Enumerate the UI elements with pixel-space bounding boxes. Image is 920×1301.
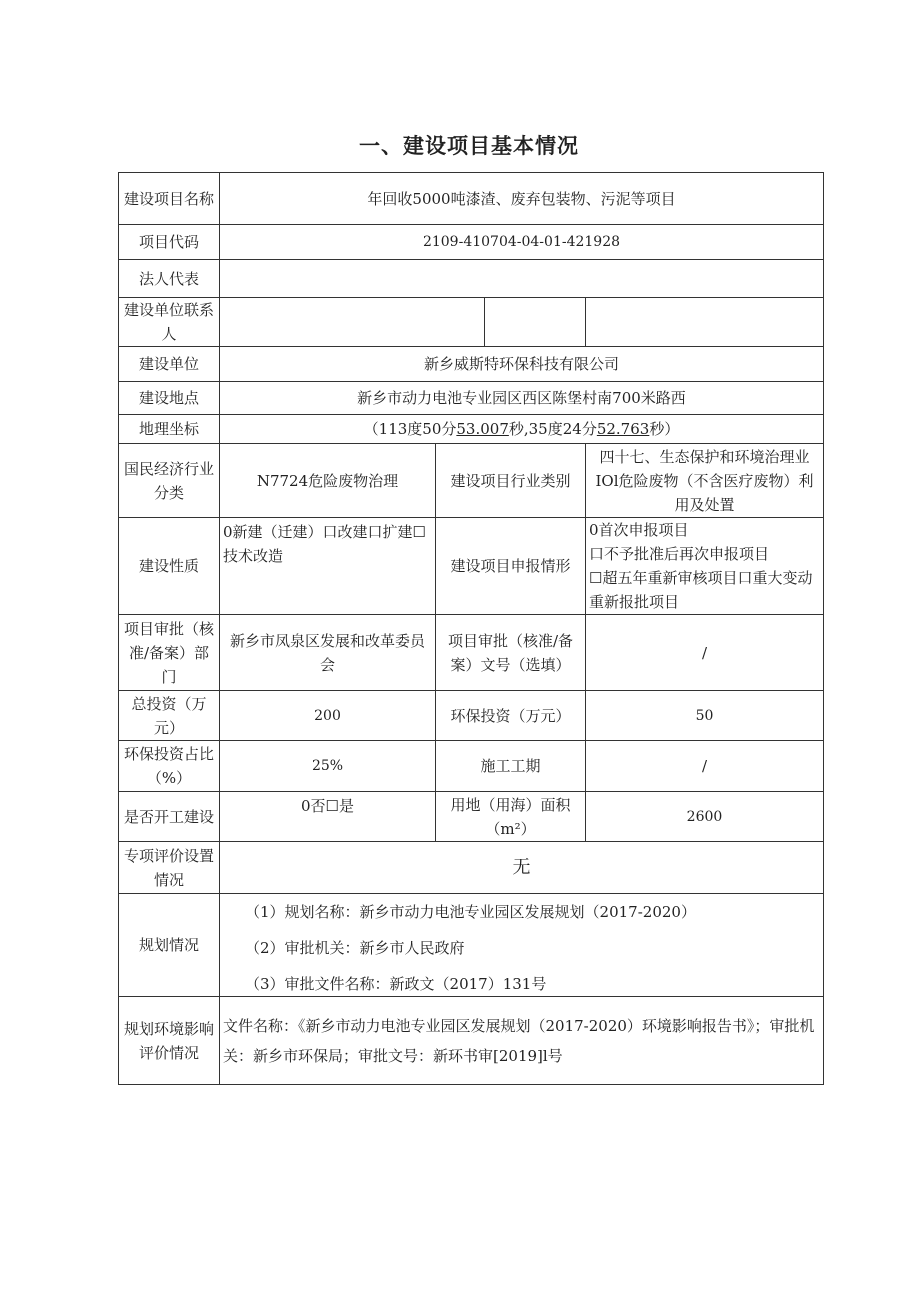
label-env-investment: 环保投资（万元） [436,691,586,741]
declaration-option-3: ☐超五年重新审核项目口重大变动重新报批项目 [589,569,813,611]
label-coords: 地理坐标 [119,415,220,444]
row-started [119,792,824,842]
label-unit: 建设单位 [119,347,220,382]
label-plan: 规划情况 [119,894,220,997]
plan-line-2: （2）审批机关：新乡市人民政府 [245,939,465,957]
page-title: 一、建设项目基本情况 [359,134,579,158]
row-coords [119,415,824,444]
value-started: 0否☐是 [220,792,436,842]
declaration-option-1: 0首次申报项目 [589,521,689,539]
row-nature [119,518,824,615]
label-approval: 项目审批（核准/备案）部门 [119,615,220,691]
row-approval [119,615,824,691]
label-declaration: 建设项目申报情形 [436,518,586,615]
value-unit: 新乡威斯特环保科技有限公司 [220,347,824,382]
label-ratio: 环保投资占比（%） [119,741,220,792]
label-area-line1: 用地（用海）面积 [450,795,571,814]
row-project-code [119,225,824,260]
project-info-table [118,172,824,1085]
coords-suffix: 秒） [649,420,680,438]
label-project-name: 建设项目名称 [119,173,220,225]
value-contact-name [220,298,485,346]
value-contact-phone [586,298,824,347]
value-approval: 新乡市凤泉区发展和改革委员会 [220,615,436,691]
value-investment: 200 [220,691,436,741]
row-ratio [119,741,824,792]
value-ratio: 25% [220,741,436,792]
value-industry: N7724危险废物治理 [220,444,436,518]
label-investment: 总投资（万元） [119,691,220,741]
value-env-investment: 50 [586,691,824,741]
value-legal-rep [220,260,824,298]
value-project-name: 年回收5000吨漆渣、废弃包装物、污泥等项目 [220,173,824,225]
label-location: 建设地点 [119,382,220,415]
plan-line-1: （1）规划名称：新乡市动力电池专业园区发展规划（2017-2020） [245,903,696,921]
label-contact: 建设单位联系人 [119,298,220,347]
declaration-option-2: 口不予批准后再次申报项目 [589,545,770,563]
row-project-name [119,173,824,225]
label-area-line2: （m²） [485,819,536,838]
label-area [436,792,586,842]
label-industry-category: 建设项目行业类别 [436,444,586,518]
row-industry [119,444,824,518]
value-coords [220,415,824,444]
coords-prefix: （113度50分 [363,420,457,438]
label-nature: 建设性质 [119,518,220,615]
label-project-code: 项目代码 [119,225,220,260]
value-special: 无 [220,842,824,894]
row-contact [119,298,824,347]
row-eia [119,997,824,1085]
row-special [119,842,824,894]
value-contact-group [220,298,586,347]
value-declaration [586,518,824,615]
row-location [119,382,824,415]
label-legal-rep: 法人代表 [119,260,220,298]
value-eia: 文件名称：《新乡市动力电池专业园区发展规划（2017-2020）环境影响报告书》；审批机关：新乡市环保局；审批文号：新环书审[2019]l号 [220,997,824,1085]
label-approval-no: 项目审批（核准/备案）文号（选填） [436,615,586,691]
label-eia: 规划环境影响评价情况 [119,997,220,1085]
value-industry-category: 四十七、生态保护和环境治理业IOl危险废物（不含医疗废物）利用及处置 [586,444,824,518]
coords-seconds-1: 53.007 [456,420,509,438]
plan-line-3: （3）审批文件名称：新政文（2017）131号 [245,975,547,993]
value-project-code: 2109-410704-04-01-421928 [220,225,824,260]
coords-mid: 秒,35度24分 [508,420,597,438]
row-legal-rep [119,260,824,298]
row-plan [119,894,824,997]
value-approval-no: / [586,615,824,691]
value-location: 新乡市动力电池专业园区西区陈堡村南700米路西 [220,382,824,415]
label-started: 是否开工建设 [119,792,220,842]
label-special: 专项评价设置情况 [119,842,220,894]
value-nature: 0新建（迁建）口改建口扩建☐技术改造 [220,518,436,615]
value-period: / [586,741,824,792]
value-contact-extra [485,298,585,346]
row-unit [119,347,824,382]
label-period: 施工工期 [436,741,586,792]
value-area: 2600 [586,792,824,842]
label-industry: 国民经济行业分类 [119,444,220,518]
value-plan [220,894,824,997]
row-investment [119,691,824,741]
coords-seconds-2: 52.763 [596,420,650,438]
